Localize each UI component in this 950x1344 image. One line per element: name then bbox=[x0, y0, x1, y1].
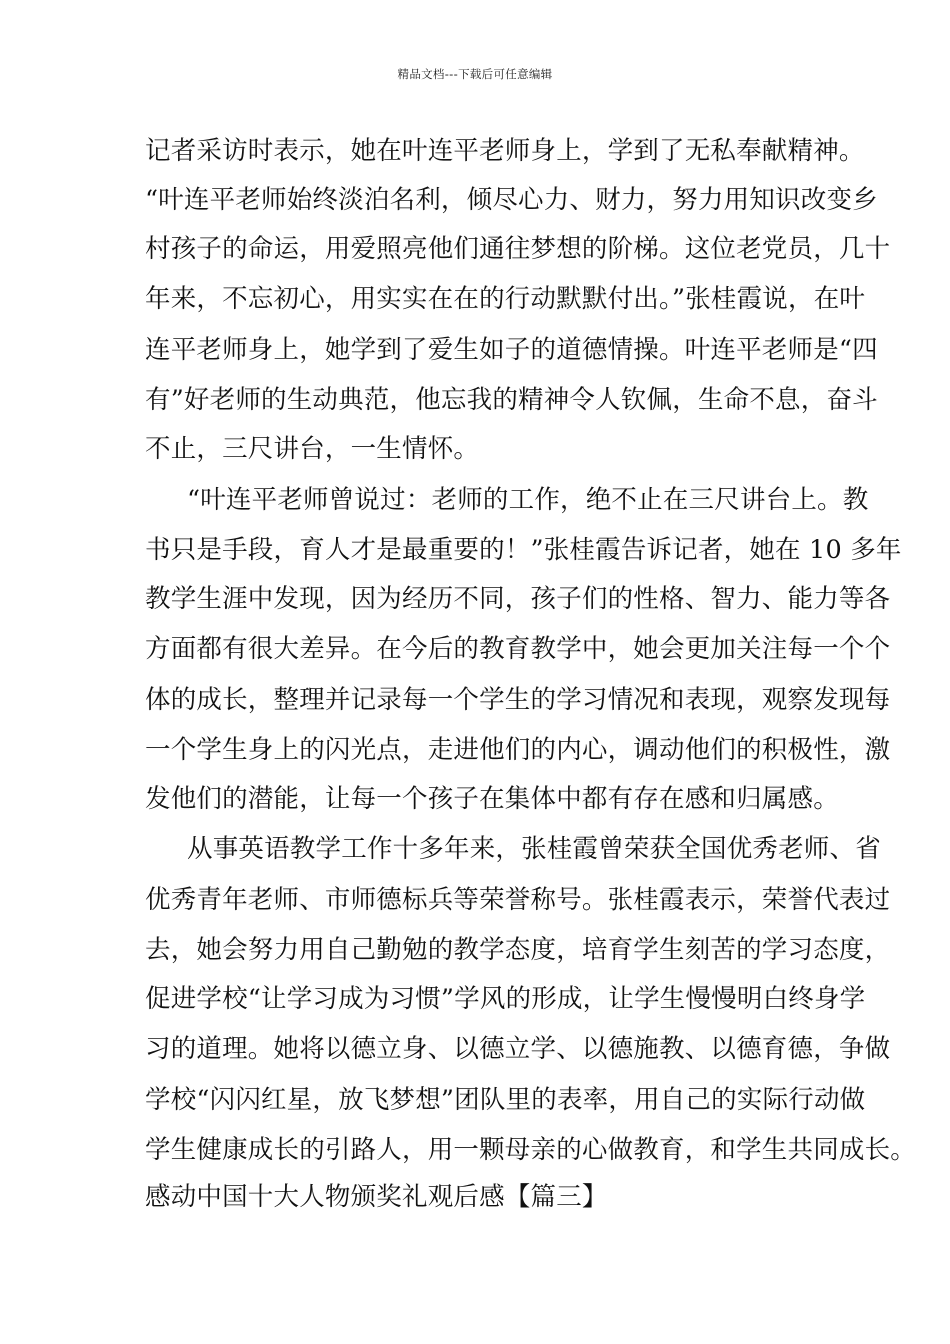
text-line: 书只是手段，育人才是最重要的！”张桂霞告诉记者，她在 10 多年 bbox=[145, 535, 902, 565]
text-line: 年来，不忘初心，用实实在在的行动默默付出。”张桂霞说，在叶 bbox=[145, 284, 866, 314]
text-line: 学校“闪闪红星，放飞梦想”团队里的表率，用自己的实际行动做 bbox=[145, 1085, 866, 1115]
text-line: 不止，三尺讲台，一生情怀。 bbox=[145, 434, 480, 464]
text-line: 有”好老师的生动典范，他忘我的精神令人钦佩，生命不息，奋斗 bbox=[145, 385, 878, 415]
text-line: “叶连平老师始终淡泊名利，倾尽心力、财力，努力用知识改变乡 bbox=[145, 185, 878, 215]
text-line: 学生健康成长的引路人，用一颗母亲的心做教育，和学生共同成长。 bbox=[145, 1135, 917, 1165]
text-line: 村孩子的命运，用爱照亮他们通往梦想的阶梯。这位老党员，几十 bbox=[145, 234, 891, 264]
text-line: 发他们的潜能，让每一个孩子在集体中都有存在感和归属感。 bbox=[145, 784, 839, 814]
text-line: 去，她会努力用自己勤勉的教学态度，培育学生刻苦的学习态度， bbox=[145, 935, 891, 965]
section-heading: 感动中国十大人物颁奖礼观后感【篇三】 bbox=[145, 1182, 608, 1212]
text-line: 从事英语教学工作十多年来，张桂霞曾荣获全国优秀老师、省 bbox=[187, 834, 881, 864]
text-line: 记者采访时表示，她在叶连平老师身上，学到了无私奉献精神。 bbox=[145, 136, 865, 166]
text-line: 教学生涯中发现，因为经历不同，孩子们的性格、智力、能力等各 bbox=[145, 584, 891, 614]
text-line: 优秀青年老师、市师德标兵等荣誉称号。张桂霞表示，荣誉代表过 bbox=[145, 885, 891, 915]
text-line: 一个学生身上的闪光点，走进他们的内心，调动他们的积极性，激 bbox=[145, 735, 891, 765]
text-line: 方面都有很大差异。在今后的教育教学中，她会更加关注每一个个 bbox=[145, 634, 891, 664]
text-line: 促进学校“让学习成为习惯”学风的形成，让学生慢慢明白终身学 bbox=[145, 984, 866, 1014]
text-line: 连平老师身上，她学到了爱生如子的道德情操。叶连平老师是“四 bbox=[145, 335, 878, 365]
text-line: 体的成长，整理并记录每一个学生的学习情况和表现，观察发现每 bbox=[145, 685, 891, 715]
page-header: 精品文档---下载后可任意编辑 bbox=[397, 67, 553, 81]
text-line: “叶连平老师曾说过：老师的工作，绝不止在三尺讲台上。教 bbox=[187, 485, 869, 515]
text-line: 习的道理。她将以德立身、以德立学、以德施教、以德育德，争做 bbox=[145, 1034, 891, 1064]
